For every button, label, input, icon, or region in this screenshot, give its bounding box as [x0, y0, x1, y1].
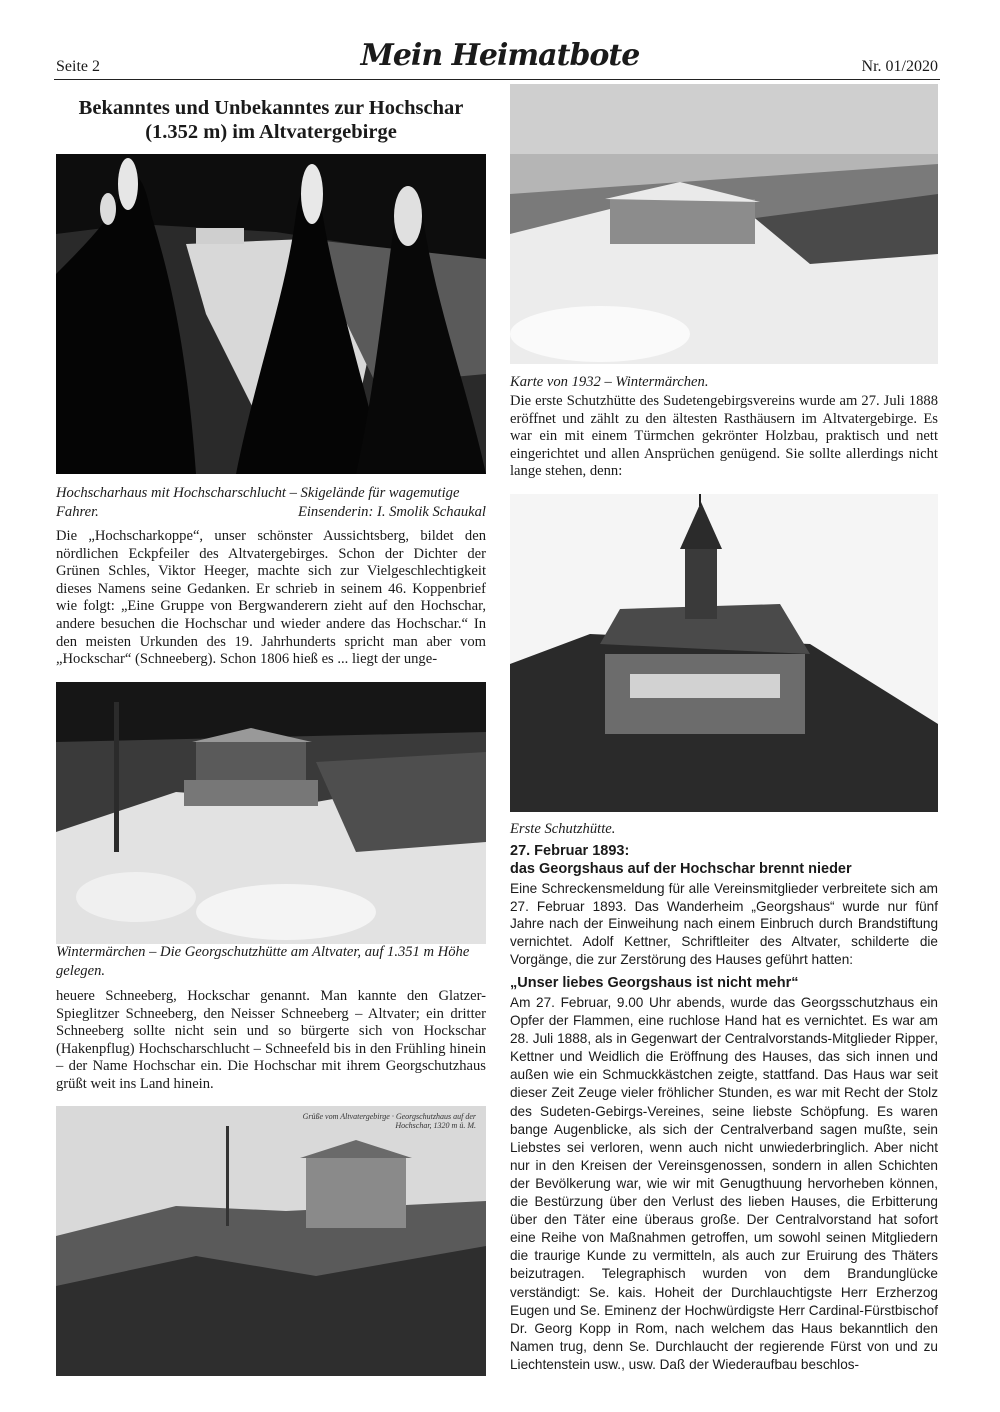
issue-number: Nr. 01/2020	[861, 58, 938, 75]
caption-1-credit: Einsenderin: I. Smolik Schaukal	[297, 503, 486, 520]
subheading-brand-date: 27. Februar 1893:	[510, 843, 630, 859]
title-line-1: Bekanntes und Unbekanntes zur Hochschar	[78, 97, 464, 119]
title-line-2: (1.352 m) im Altvatergebirge	[145, 121, 397, 143]
paragraph-brandbericht: Am 27. Februar, 9.00 Uhr abends, wurde das Georgsschutzhaus ein Opfer der Flammen, eine ruchlose Hand hat es vernichtet. Es war am 28. Juli 1888, als in Gegenwart der Centralvorstands-Mitglieder Ripper, Kettner und Weidlich die Eröffnung des Hauses, das sich innen und außen wie ein Schmuckkästchen zeigte, stattfand. Das Haus war seit dieser Zeit Zeuge vieler fröhlicher Stunden, es war mit Recht der Stolz des Sudeten-Gebirgs-Vereines, seine liebste Schöpfung. Es waren bange Augenblicke, als sich der Centralverband sagen mußte, sein Liebstes sei verloren, wenn auch nicht unwiederbringlich. Aber nicht nur in den Kreisen der Vereinsgenossen, sondern in allen Schichten der Bevölkerung war, wie wir mit Genugthuung hervorheben können, die Bestürzung über den Verlust des lieben Hauses, die Erbitterung über den Täter eine überaus große. Der Centralvorstand hat sofort eine Reihe von Maßnahmen getroffen, um sowohl seinen Mitgliedern die traurige Kunde zu vermitteln, als auch zur Eruirung des Thäters beizutragen. Telegraphisch wurden von dem Brandunglücke verständigt: Se. kais. Hoheit der Durchlauchtigste Herr Erzherzog Eugen und Se. Eminenz der Hochwürdigste Herr Cardinal-Fürstbischof Dr. Georg Kopp in Rom, nach welchem das Haus bekanntlich den Namen trug, denn Se. Durchlaucht der regierende Fürst von und zu Liechtenstein usw., usw. Daß der Wiederaufbau beschlos-	[510, 995, 938, 1372]
photo-hochscharschlucht	[56, 154, 486, 474]
photo-karte-1932	[510, 84, 938, 364]
paragraph-schreckensmeldung: Eine Schreckensmeldung für alle Vereinsmitglieder verbreitete sich am 27. Februar 1893. Das Wanderheim „Georgshaus“ wurde nur fünf Jahre nach der Einweihung nach einem Einbruch durch Brandstiftung vernichtet. Adolf Kettner, Schriftleiter des Altvater, schilderte die Vorgänge, die zur Zerstörung des Hauses geführt hatten:	[510, 881, 938, 967]
paragraph-continued: heuere Schneeberg, Hockschar genannt. Man kannte den Glatzer-Spieglitzer Schneeberg, den Neisser Schneeberg – Altvater; ein dritter Schneeberg sollte nicht sein und so bürgerte sich von Hockschar (Hakenpflug) Hochscharschlucht – Schneefeld bis in den Frühling hinein – der Name Hochschar ein. Die Hochschar mit ihrem Georgschutzhaus grüßt weit ins Land hinein.	[56, 988, 486, 1092]
subheading-brand	[510, 843, 938, 878]
page-number: Seite 2	[56, 58, 100, 75]
paragraph-intro: Die „Hochscharkoppe“, unser schönster Aussichtsberg, bildet den nördlichen Eckpfeiler des Altvatergebirges. Schon der Dichter der Grünen Schles, Viktor Heeger, machte sich zur Vielgeschlechtigkeit dieses Namens seine Gedanken. Er schrieb in seinem 46. Koppenbrief wie folgt: „Eine Gruppe von Bergwanderern zieht auf den Hochschar, andere besuchen die Hochschar und wieder andere das Hochschar.“ In den meisten Urkunden des 19. Jahrhunderts spricht man aber vom „Hockschar“ (Schneeberg). Schon 1806 hieß es ... liegt der unge-	[56, 528, 486, 668]
photo-erste-schutzhuette	[510, 494, 938, 812]
caption-photo-2: Wintermärchen – Die Georgschutzhütte am Altvater, auf 1.351 m Höhe gelegen.	[56, 944, 470, 979]
photo-georgschutzhuette-winter	[56, 682, 486, 944]
caption-photo-1	[56, 484, 486, 521]
header-rule	[54, 79, 940, 80]
photo-postcard-georgschutzhaus	[56, 1106, 486, 1376]
caption-photo-karte: Karte von 1932 – Wintermärchen.	[510, 374, 709, 390]
caption-1-text: Hochscharhaus mit Hochscharschlucht – Skigelände für wagemutige Fahrer. Einsenderin: I. Smolik Schaukal	[56, 485, 486, 520]
subheading-georgshaus: „Unser liebes Georgshaus ist nicht mehr“	[510, 975, 799, 991]
masthead-logo: Mein Heimatbote	[360, 38, 640, 73]
paragraph-erste-schutzhuette: Die erste Schutzhütte des Sudetengebirgsvereins wurde am 27. Juli 1888 eröffnet und zählt zu den ältesten Rasthäusern im Altvatergebirge. Es war ein mit einem Türmchen gekrönter Holzbau, praktisch und nett eingerichtet und allen Ansprüchen genügend. Sie sollte allerdings nicht lange stehen, denn:	[510, 393, 938, 480]
postcard-inscription: Grüße vom Altvatergebirge · Georgschutzhaus auf der Hochschar, 1320 m ü. M.	[302, 1112, 476, 1130]
article-title	[56, 96, 486, 144]
caption-photo-erste: Erste Schutzhütte.	[510, 821, 616, 837]
subheading-brand-title: das Georgshaus auf der Hochschar brennt nieder	[510, 860, 852, 877]
